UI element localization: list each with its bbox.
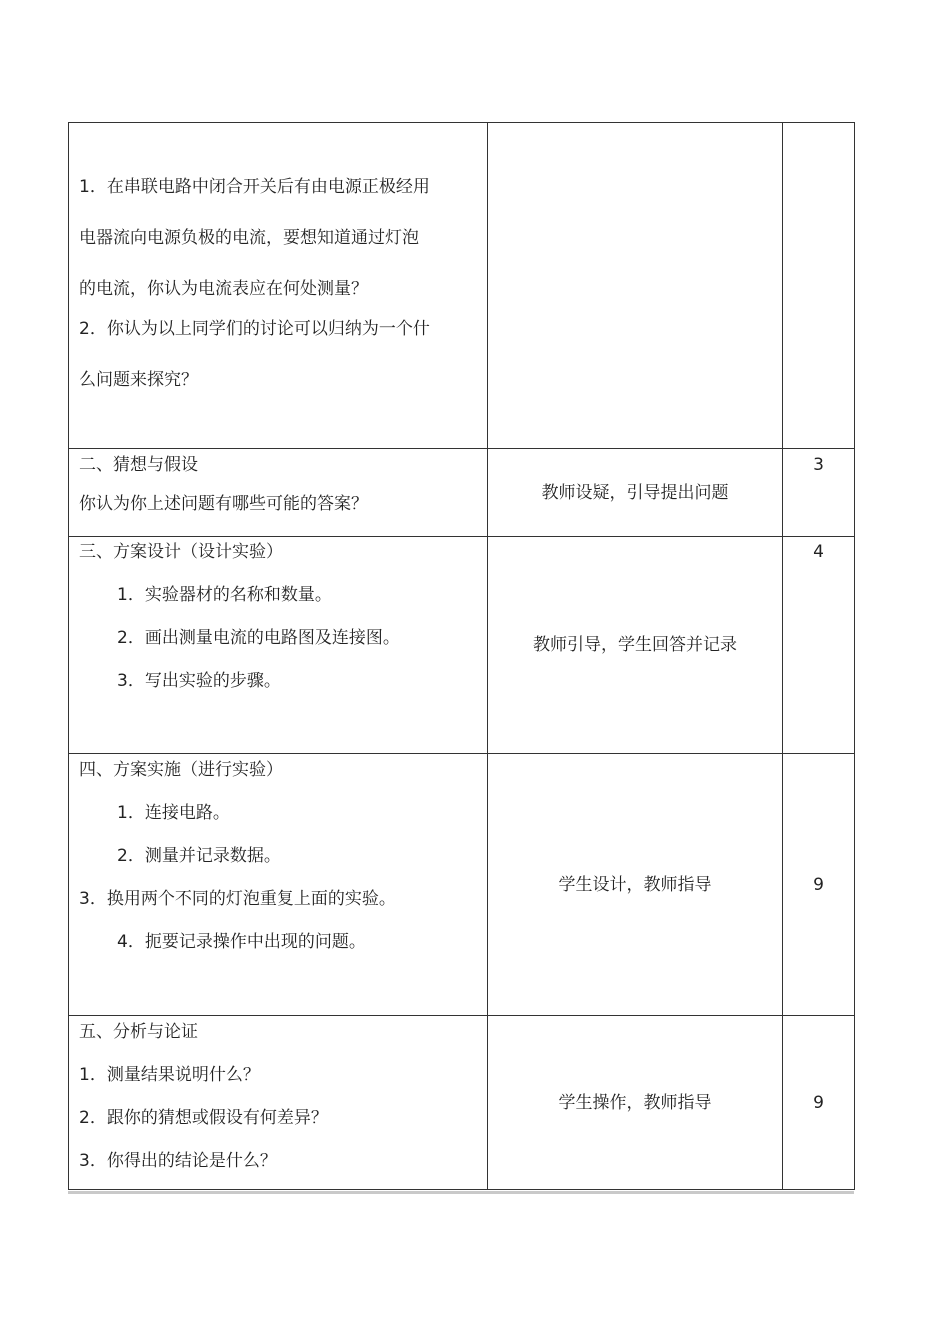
activity-cell (69, 537, 488, 754)
section-heading: 四、方案实施（进行实验） (79, 760, 283, 780)
table-row (69, 537, 855, 754)
question-line: 3．你得出的结论是什么？ (79, 1151, 277, 1171)
activity-cell (69, 754, 488, 1016)
step-line: 4．扼要记录操作中出现的问题。 (117, 932, 366, 952)
time-cell (783, 123, 855, 449)
method-cell: 学生设计，教师指导 (488, 754, 783, 1016)
question-line: 2．你认为以上同学们的讨论可以归纳为一个什 (79, 319, 430, 339)
step-line: 1．实验器材的名称和数量。 (117, 585, 332, 605)
question-line: 2．跟你的猜想或假设有何差异？ (79, 1108, 328, 1128)
question-line: 电器流向电源负极的电流，要想知道通过灯泡 (79, 228, 419, 248)
step-line: 2．测量并记录数据。 (117, 846, 281, 866)
method-cell: 教师引导，学生回答并记录 (488, 537, 783, 754)
activity-cell (69, 449, 488, 537)
table-row (69, 754, 855, 1016)
step-line: 3．换用两个不同的灯泡重复上面的实验。 (79, 889, 396, 909)
section-heading: 二、猜想与假设 (79, 455, 198, 475)
table-row (69, 1016, 855, 1190)
step-line: 2．画出测量电流的电路图及连接图。 (117, 628, 400, 648)
step-line: 1．连接电路。 (117, 803, 230, 823)
activity-cell (69, 1016, 488, 1190)
question-line: 1．测量结果说明什么？ (79, 1065, 260, 1085)
section-heading: 三、方案设计（设计实验） (79, 542, 283, 562)
step-line: 3．写出实验的步骤。 (117, 671, 281, 691)
time-cell: 9 (783, 754, 855, 1016)
method-cell (488, 123, 783, 449)
time-cell: 9 (783, 1016, 855, 1190)
question-line: 1．在串联电路中闭合开关后有由电源正极经用 (79, 177, 430, 197)
question-line: 的电流，你认为电流表应在何处测量？ (79, 279, 368, 299)
time-cell: 3 (783, 449, 855, 537)
section-heading: 五、分析与论证 (79, 1022, 198, 1042)
question-line: 么问题来探究？ (79, 370, 198, 390)
table-bottom-rule (68, 1191, 854, 1194)
lesson-plan-table (68, 122, 855, 1190)
question-line: 你认为你上述问题有哪些可能的答案？ (79, 494, 368, 514)
table-row (69, 449, 855, 537)
table-row (69, 123, 855, 449)
method-cell: 学生操作，教师指导 (488, 1016, 783, 1190)
time-cell: 4 (783, 537, 855, 754)
activity-cell (69, 123, 488, 449)
method-cell: 教师设疑，引导提出问题 (488, 449, 783, 537)
